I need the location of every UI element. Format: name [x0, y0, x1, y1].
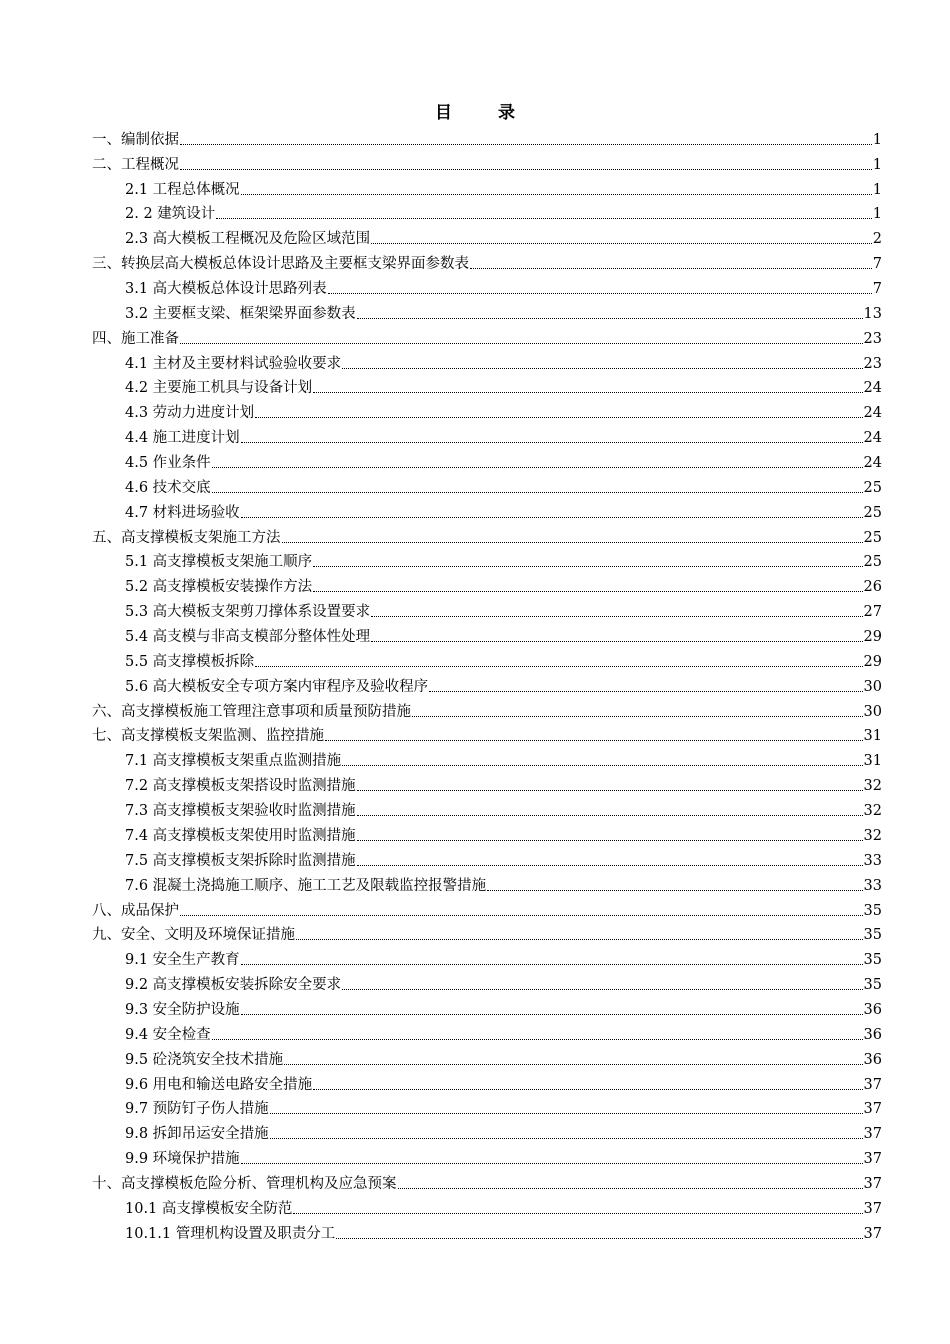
toc-entry[interactable] — [0, 946, 950, 971]
toc-entry-text: 3.1 高大模板总体设计思路列表 — [125, 281, 327, 298]
toc-dot-leader — [293, 1212, 862, 1214]
toc-entry[interactable] — [0, 275, 950, 300]
toc-entry-page-number: 31 — [863, 753, 882, 770]
toc-entry[interactable] — [0, 847, 950, 872]
toc-dot-leader — [296, 938, 863, 940]
toc-entry-page-number: 24 — [863, 380, 882, 397]
toc-entry-page-number: 37 — [863, 1225, 882, 1242]
toc-dot-leader — [487, 889, 862, 891]
toc-entry-page-number: 25 — [863, 554, 882, 571]
toc-entry-text: 9.6 用电和输送电路安全措施 — [125, 1076, 313, 1093]
toc-entry[interactable] — [0, 1096, 950, 1121]
toc-dot-leader — [241, 1162, 863, 1164]
toc-entry-page-number: 25 — [863, 479, 882, 496]
toc-dot-leader — [180, 914, 863, 916]
toc-entry-page-number: 1 — [872, 206, 882, 223]
toc-entry-page-number: 27 — [863, 604, 882, 621]
toc-dot-leader — [241, 963, 863, 965]
toc-entry-page-number: 1 — [872, 181, 882, 198]
toc-entry-text: 7.2 高支撑模板支架搭设时监测措施 — [125, 778, 356, 795]
toc-entry-page-number: 30 — [863, 678, 882, 695]
toc-entry-text: 10.1 高支撑模板安全防范 — [125, 1200, 293, 1217]
toc-entry[interactable] — [0, 176, 950, 201]
toc-dot-leader — [325, 739, 863, 741]
toc-entry-text: 9.4 安全检查 — [125, 1026, 211, 1043]
toc-entry-text: 9.1 安全生产教育 — [125, 952, 240, 969]
toc-entry[interactable] — [0, 201, 950, 226]
toc-dot-leader — [470, 267, 872, 269]
toc-entry[interactable] — [0, 1195, 950, 1220]
toc-entry-text: 9.3 安全防护设施 — [125, 1001, 240, 1018]
toc-entry-page-number: 35 — [863, 927, 882, 944]
toc-entry-page-number: 31 — [863, 728, 882, 745]
toc-entry[interactable] — [0, 1021, 950, 1046]
toc-entry[interactable] — [0, 375, 950, 400]
toc-entry-text: 三、转换层高大模板总体设计思路及主要框支梁界面参数表 — [92, 256, 469, 273]
toc-entry[interactable] — [0, 424, 950, 449]
toc-entry-text: 一、编制依据 — [92, 131, 179, 148]
toc-entry-page-number: 37 — [863, 1151, 882, 1168]
toc-entry-text: 十、高支撑模板危险分析、管理机构及应急预案 — [92, 1175, 397, 1192]
toc-entry-page-number: 2 — [872, 231, 882, 248]
toc-dot-leader — [180, 168, 872, 170]
toc-entry[interactable] — [0, 822, 950, 847]
toc-entry-page-number: 24 — [863, 405, 882, 422]
toc-entry-text: 五、高支撑模板支架施工方法 — [92, 529, 281, 546]
toc-entry-page-number: 7 — [872, 256, 882, 273]
toc-entry-page-number: 29 — [863, 629, 882, 646]
toc-entry[interactable] — [0, 971, 950, 996]
toc-entry-text: 二、工程概况 — [92, 156, 179, 173]
toc-entry-page-number: 36 — [863, 1001, 882, 1018]
toc-dot-leader — [371, 640, 862, 642]
toc-dot-leader — [282, 541, 863, 543]
toc-dot-leader — [241, 193, 872, 195]
toc-dot-leader — [255, 416, 862, 418]
toc-entry[interactable] — [0, 1120, 950, 1145]
toc-entry-page-number: 32 — [863, 778, 882, 795]
toc-dot-leader — [336, 1237, 862, 1239]
toc-dot-leader — [357, 317, 863, 319]
toc-entry-text: 9.8 拆卸吊运安全措施 — [125, 1126, 269, 1143]
toc-dot-leader — [342, 764, 862, 766]
toc-entry-text: 7.3 高支撑模板支架验收时监测措施 — [125, 803, 356, 820]
toc-entry[interactable] — [0, 747, 950, 772]
toc-entry[interactable] — [0, 698, 950, 723]
toc-entry-text: 六、高支撑模板施工管理注意事项和质量预防措施 — [92, 703, 411, 720]
toc-entry-page-number: 35 — [863, 952, 882, 969]
toc-entry-page-number: 33 — [863, 877, 882, 894]
toc-title: 目 录 — [435, 103, 535, 123]
toc-dot-leader — [270, 1112, 863, 1114]
toc-entry[interactable] — [0, 350, 950, 375]
toc-entry-page-number: 13 — [863, 305, 882, 322]
toc-entry-text: 7.4 高支撑模板支架使用时监测措施 — [125, 827, 356, 844]
toc-entry-text: 7.5 高支撑模板支架拆除时监测措施 — [125, 852, 356, 869]
toc-entry-text: 5.1 高支撑模板支架施工顺序 — [125, 554, 313, 571]
toc-dot-leader — [357, 789, 863, 791]
toc-entry-text: 4.3 劳动力进度计划 — [125, 405, 255, 422]
toc-entry-page-number: 37 — [863, 1126, 882, 1143]
toc-dot-leader — [429, 690, 862, 692]
toc-entry-text: 9.2 高支撑模板安装拆除安全要求 — [125, 977, 342, 994]
toc-entry[interactable] — [0, 897, 950, 922]
toc-dot-leader — [241, 441, 863, 443]
toc-dot-leader — [398, 1187, 863, 1189]
toc-entry[interactable] — [0, 797, 950, 822]
toc-entry[interactable] — [0, 549, 950, 574]
toc-entry-page-number: 25 — [863, 529, 882, 546]
toc-dot-leader — [357, 814, 863, 816]
toc-entry-text: 2.3 高大模板工程概况及危险区域范围 — [125, 231, 371, 248]
toc-entry[interactable] — [0, 872, 950, 897]
toc-dot-leader — [216, 217, 871, 219]
toc-entry[interactable] — [0, 1046, 950, 1071]
toc-entry-page-number: 7 — [872, 281, 882, 298]
toc-entry[interactable] — [0, 126, 950, 151]
toc-dot-leader — [284, 1063, 862, 1065]
toc-dot-leader — [180, 143, 872, 145]
toc-entry-page-number: 33 — [863, 852, 882, 869]
toc-entry[interactable] — [0, 524, 950, 549]
toc-entry-page-number: 24 — [863, 455, 882, 472]
toc-dot-leader — [255, 665, 862, 667]
toc-entry-text: 4.1 主材及主要材料试验验收要求 — [125, 355, 342, 372]
toc-entry[interactable] — [0, 250, 950, 275]
toc-entry-text: 4.6 技术交底 — [125, 479, 211, 496]
toc-entry-text: 九、安全、文明及环境保证措施 — [92, 927, 295, 944]
toc-entry[interactable] — [0, 474, 950, 499]
toc-entry-page-number: 37 — [863, 1101, 882, 1118]
toc-entry-page-number: 35 — [863, 977, 882, 994]
toc-entry[interactable] — [0, 1220, 950, 1245]
toc-entry-text: 9.9 环境保护措施 — [125, 1151, 240, 1168]
toc-dot-leader — [371, 615, 862, 617]
toc-entry-page-number: 24 — [863, 430, 882, 447]
toc-entry[interactable] — [0, 623, 950, 648]
toc-entry-page-number: 1 — [872, 131, 882, 148]
toc-entry[interactable] — [0, 1145, 950, 1170]
toc-dot-leader — [313, 590, 862, 592]
toc-entry[interactable] — [0, 673, 950, 698]
toc-entry-text: 9.5 砼浇筑安全技术措施 — [125, 1051, 284, 1068]
toc-dot-leader — [313, 1088, 862, 1090]
toc-dot-leader — [212, 466, 863, 468]
toc-entry-text: 4.5 作业条件 — [125, 455, 211, 472]
toc-entry[interactable] — [0, 573, 950, 598]
toc-entry-text: 7.1 高支撑模板支架重点监测措施 — [125, 753, 342, 770]
toc-entry-page-number: 29 — [863, 653, 882, 670]
toc-entry-text: 5.6 高大模板安全专项方案内审程序及验收程序 — [125, 678, 429, 695]
toc-list — [0, 126, 950, 1245]
toc-entry[interactable] — [0, 996, 950, 1021]
toc-entry-text: 4.7 材料进场验收 — [125, 504, 240, 521]
toc-dot-leader — [342, 988, 862, 990]
toc-entry[interactable] — [0, 151, 950, 176]
toc-entry-page-number: 26 — [863, 579, 882, 596]
toc-dot-leader — [212, 1038, 863, 1040]
toc-entry-page-number: 23 — [863, 355, 882, 372]
toc-entry-text: 4.4 施工进度计划 — [125, 430, 240, 447]
toc-entry[interactable] — [0, 300, 950, 325]
toc-dot-leader — [313, 565, 862, 567]
toc-dot-leader — [357, 864, 863, 866]
toc-entry-text: 9.7 预防钉子伤人措施 — [125, 1101, 269, 1118]
toc-dot-leader — [212, 491, 863, 493]
toc-entry[interactable] — [0, 325, 950, 350]
toc-entry[interactable] — [0, 598, 950, 623]
toc-dot-leader — [180, 342, 863, 344]
toc-entry-page-number: 37 — [863, 1200, 882, 1217]
toc-dot-leader — [357, 839, 863, 841]
toc-entry-page-number: 23 — [863, 330, 882, 347]
toc-entry[interactable] — [0, 1170, 950, 1195]
toc-entry[interactable] — [0, 648, 950, 673]
toc-entry-page-number: 25 — [863, 504, 882, 521]
toc-dot-leader — [241, 516, 863, 518]
toc-entry-text: 2.1 工程总体概况 — [125, 181, 240, 198]
toc-entry-page-number: 37 — [863, 1076, 882, 1093]
toc-entry-text: 5.4 高支模与非高支模部分整体性处理 — [125, 629, 371, 646]
toc-entry-page-number: 35 — [863, 902, 882, 919]
toc-entry[interactable] — [0, 772, 950, 797]
toc-entry-text: 四、施工准备 — [92, 330, 179, 347]
toc-entry-page-number: 32 — [863, 827, 882, 844]
toc-dot-leader — [371, 242, 872, 244]
toc-entry-page-number: 30 — [863, 703, 882, 720]
toc-entry-page-number: 36 — [863, 1026, 882, 1043]
toc-dot-leader — [270, 1137, 863, 1139]
toc-entry-text: 7.6 混凝土浇捣施工顺序、施工工艺及限载监控报警措施 — [125, 877, 487, 894]
toc-entry[interactable] — [0, 1071, 950, 1096]
toc-entry-text: 3.2 主要框支梁、框架梁界面参数表 — [125, 305, 356, 322]
toc-entry-text: 4.2 主要施工机具与设备计划 — [125, 380, 313, 397]
toc-entry[interactable] — [0, 723, 950, 748]
toc-entry[interactable] — [0, 449, 950, 474]
toc-entry[interactable] — [0, 499, 950, 524]
toc-dot-leader — [241, 1013, 863, 1015]
toc-entry-text: 2. 2 建筑设计 — [125, 206, 216, 223]
toc-dot-leader — [313, 391, 862, 393]
toc-dot-leader — [328, 292, 872, 294]
toc-dot-leader — [342, 367, 862, 369]
toc-dot-leader — [412, 715, 863, 717]
toc-entry-text: 5.5 高支撑模板拆除 — [125, 653, 255, 670]
toc-entry-page-number: 36 — [863, 1051, 882, 1068]
toc-entry[interactable] — [0, 225, 950, 250]
toc-entry[interactable] — [0, 399, 950, 424]
toc-entry-page-number: 1 — [872, 156, 882, 173]
toc-entry[interactable] — [0, 922, 950, 947]
toc-entry-page-number: 37 — [863, 1175, 882, 1192]
toc-entry-text: 5.3 高大模板支架剪刀撑体系设置要求 — [125, 604, 371, 621]
toc-entry-text: 八、成品保护 — [92, 902, 179, 919]
toc-entry-text: 七、高支撑模板支架监测、监控措施 — [92, 728, 324, 745]
toc-entry-page-number: 32 — [863, 803, 882, 820]
toc-entry-text: 10.1.1 管理机构设置及职责分工 — [125, 1225, 336, 1242]
toc-entry-text: 5.2 高支撑模板安装操作方法 — [125, 579, 313, 596]
